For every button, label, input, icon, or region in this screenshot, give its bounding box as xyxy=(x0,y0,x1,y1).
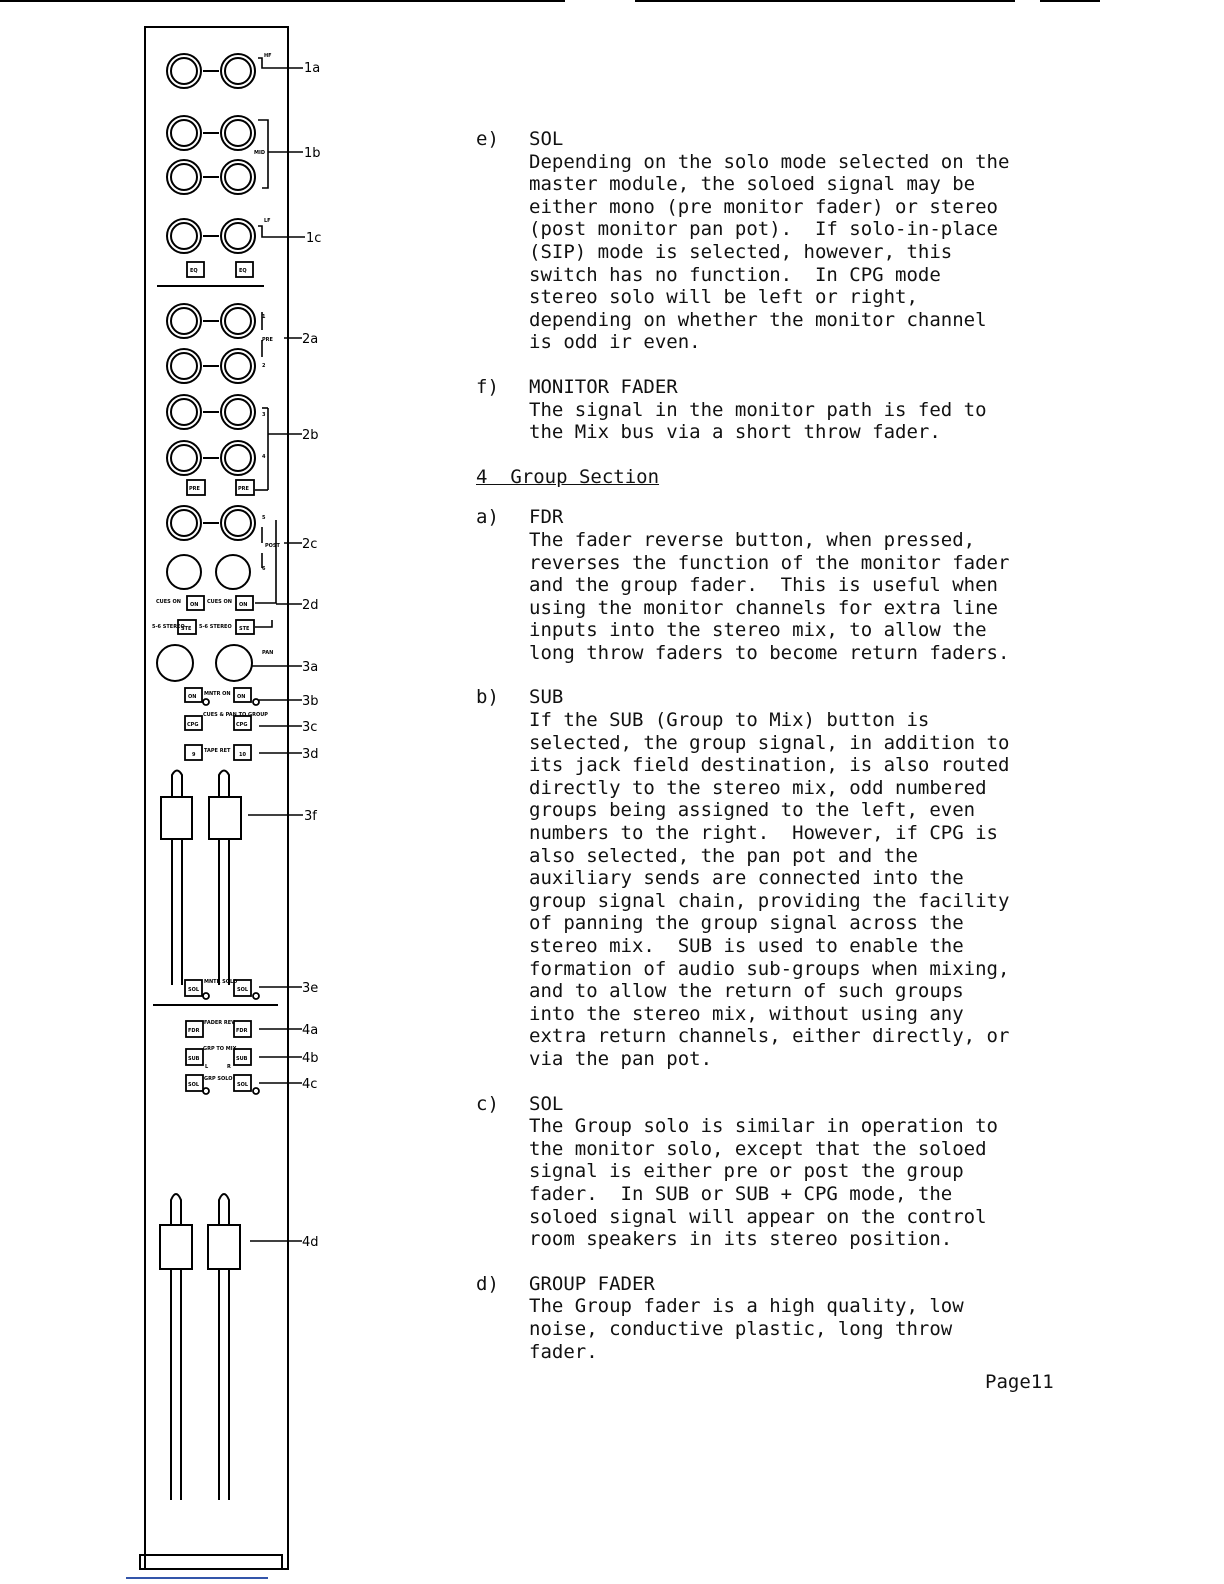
item-letter: c) xyxy=(476,1092,499,1115)
led-icon xyxy=(203,699,209,705)
knob-icon xyxy=(171,353,197,379)
knob-icon xyxy=(167,219,201,253)
knob-row-aux-2 xyxy=(167,349,255,383)
knob-icon xyxy=(221,54,255,88)
knob-icon xyxy=(225,399,251,425)
knob-icon xyxy=(167,116,201,150)
page-number: Page11 xyxy=(985,1371,1054,1393)
aux-number: 2 xyxy=(262,363,266,369)
knob-icon xyxy=(167,506,201,540)
item-body: The fader reverse button, when pressed, reverses the function of the monitor fader and the group fader. This is useful when using the monitor channels for extra line inputs into the stereo mix, to allow the long throw faders to become return faders. xyxy=(529,528,1010,664)
knob-icon xyxy=(167,395,201,429)
knob-icon xyxy=(167,555,201,589)
callout-label: 2b xyxy=(302,428,319,443)
module-strip-diagram xyxy=(0,0,360,1584)
panel-label-mid: MID xyxy=(254,150,265,156)
on-button-label: ON xyxy=(188,694,197,700)
knob-icon xyxy=(221,219,255,253)
section-heading: 4 Group Section xyxy=(476,465,660,488)
sol-button-label: SOL xyxy=(188,1082,200,1088)
knob-icon xyxy=(225,510,251,536)
callout-label: 1c xyxy=(306,231,322,246)
callout-label: 4b xyxy=(302,1051,319,1066)
item-title: SOL xyxy=(529,128,564,150)
knob-icon xyxy=(171,164,197,190)
item-b-sub xyxy=(476,686,1116,1070)
panel-label-tape-ret: TAPE RET xyxy=(204,748,231,754)
sol-button-label: SOL xyxy=(188,987,200,993)
aux-number: 6 xyxy=(262,566,266,572)
knob-icon xyxy=(167,304,201,338)
item-body: If the SUB (Group to Mix) button is selected, the group signal, in addition to its jack field destination, is also routed directly to the stereo mix, odd numbered groups being assigned to the left, even numbers to the right. However, if CPG is also selected, the pan pot and the auxiliary sends are connected into the group signal chain, providing the facility of panning the group signal across the stereo mix. SUB is used to enable the formation of audio sub-groups when mixing, and to allow the return of such groups into the stereo mix, without using any extra return channels, either directly, or via the pan pot. xyxy=(529,709,1010,1070)
pan-knob-icon xyxy=(157,645,193,681)
knob-icon xyxy=(171,510,197,536)
fader-cap xyxy=(209,797,241,839)
callout-label: 3c xyxy=(302,720,318,735)
item-c-sol xyxy=(476,1093,1116,1251)
sub-button-label: SUB xyxy=(236,1056,248,1062)
callout-label: 4d xyxy=(302,1235,319,1250)
knob-icon xyxy=(221,116,255,150)
knob-icon xyxy=(225,308,251,334)
led-icon xyxy=(203,1088,209,1094)
knob-icon xyxy=(171,399,197,425)
knob-icon xyxy=(171,223,197,249)
panel-label-cues-on: CUES ON xyxy=(207,599,232,605)
knob-row-aux-4 xyxy=(167,441,255,475)
panel-label-mntr-solo: MNTR SOLO xyxy=(204,979,238,985)
knob-icon xyxy=(221,506,255,540)
item-body: The Group solo is similar in operation to the monitor solo, except that the soloed signal is either pre or post the group fader. In SUB or SUB + CPG mode, the soloed signal will appear on the control room speakers in its stereo position. xyxy=(529,1115,998,1251)
knob-row-lf xyxy=(167,219,255,253)
on-button-label: ON xyxy=(237,694,246,700)
callout-label: 4c xyxy=(302,1077,318,1092)
callout-label: 3d xyxy=(302,747,319,762)
fader-cap xyxy=(161,797,192,839)
knob-icon xyxy=(167,54,201,88)
knob-icon xyxy=(216,555,250,589)
led-icon xyxy=(253,1088,259,1094)
top-rule xyxy=(635,0,1015,2)
ste-button-label: STE xyxy=(181,626,192,632)
panel-label-cues-on: CUES ON xyxy=(156,599,181,605)
knob-row-aux-5 xyxy=(167,506,255,540)
callout-label: 1a xyxy=(304,61,321,76)
callout-label: 2a xyxy=(302,332,319,347)
knob-row-aux-3 xyxy=(167,395,255,429)
panel-label-mntr-on: MNTR ON xyxy=(204,691,231,697)
cpg-button-label: CPG xyxy=(236,722,248,728)
panel-label-pan: PAN xyxy=(262,650,274,656)
item-e-sol xyxy=(476,128,1116,354)
panel-label-grp-solo: GRP SOLO xyxy=(204,1076,233,1082)
fader-cap xyxy=(160,1225,192,1269)
led-icon xyxy=(203,993,209,999)
knob-icon xyxy=(167,160,201,194)
aux-number: 4 xyxy=(262,454,266,460)
item-f-monitor-fader xyxy=(476,376,1116,444)
aux-number: 5 xyxy=(262,515,266,521)
item-d-group-fader xyxy=(476,1273,1116,1363)
knob-icon xyxy=(225,120,251,146)
item-a-fdr xyxy=(476,506,1116,664)
description-text xyxy=(476,128,1116,1385)
fdr-button-label: FDR xyxy=(236,1028,248,1034)
item-letter: b) xyxy=(476,686,499,709)
knob-row-mid-1 xyxy=(167,116,255,150)
knob-row-aux-1 xyxy=(167,304,255,338)
panel-label-hf: HF xyxy=(264,53,272,59)
tape-ret-button-label: 10 xyxy=(239,752,246,758)
item-title: GROUP FADER xyxy=(529,1272,655,1295)
item-letter: f) xyxy=(476,375,499,398)
knob-icon xyxy=(171,120,197,146)
knob-icon xyxy=(225,164,251,190)
item-body: Depending on the solo mode selected on the master module, the soloed signal may be either mono (pre monitor fader) or stereo (post monitor pan pot). If solo-in-place (SIP) mode is selected, however, this switch has no function. In CPG mode stereo solo will be left or right, depending on whether the monitor channel is odd ir even. xyxy=(529,150,1010,354)
item-body: The signal in the monitor path is fed to the Mix bus via a short throw fader. xyxy=(529,398,987,444)
knob-icon xyxy=(167,349,201,383)
knob-icon xyxy=(167,441,201,475)
pre-button-label: PRE xyxy=(238,486,249,492)
eq-button-label: EQ xyxy=(239,268,247,274)
knob-icon xyxy=(221,395,255,429)
callout-label: 3e xyxy=(302,981,319,996)
knob-icon xyxy=(225,445,251,471)
fader-cap xyxy=(208,1225,240,1269)
led-icon xyxy=(253,993,259,999)
sol-button-label: SOL xyxy=(237,987,249,993)
sub-button-label: SUB xyxy=(188,1056,200,1062)
led-icon xyxy=(253,699,259,705)
panel-label-fader-rev: FADER REV xyxy=(204,1020,236,1026)
aux-number: 1 xyxy=(262,314,266,320)
item-title: MONITOR FADER xyxy=(529,375,678,398)
sol-button-label: SOL xyxy=(237,1082,249,1088)
module-panel-outline xyxy=(140,1555,282,1569)
ste-button-label: STE xyxy=(239,626,250,632)
callout-label: 3b xyxy=(302,694,319,709)
knob-icon xyxy=(171,58,197,84)
knob-icon xyxy=(221,441,255,475)
knob-icon xyxy=(225,58,251,84)
item-body: The Group fader is a high quality, low noise, conductive plastic, long throw fader. xyxy=(529,1295,964,1363)
item-letter: e) xyxy=(476,128,499,150)
aux-number: 3 xyxy=(262,412,266,418)
knob-icon xyxy=(221,304,255,338)
callout-label: 2d xyxy=(302,598,319,613)
eq-button-label: EQ xyxy=(190,268,198,274)
on-button-label: ON xyxy=(190,602,199,608)
panel-label-stereo: 5-6 STEREO xyxy=(199,624,232,630)
pan-knob-icon xyxy=(216,645,252,681)
panel-label-cues-pan-group: CUES & PAN TO GROUP xyxy=(203,712,268,718)
callout-label: 3f xyxy=(304,809,317,824)
on-button-label: ON xyxy=(239,602,248,608)
item-letter: d) xyxy=(476,1272,499,1295)
panel-label-right: R xyxy=(227,1064,231,1070)
tape-ret-button-label: 9 xyxy=(192,752,196,758)
pre-button-label: PRE xyxy=(189,486,200,492)
panel-label-left: L xyxy=(205,1064,209,1070)
knob-icon xyxy=(221,349,255,383)
panel-label-post: POST xyxy=(265,543,280,549)
panel-label-lf: LF xyxy=(264,218,271,224)
knob-icon xyxy=(221,160,255,194)
knob-icon xyxy=(225,353,251,379)
panel-label-pre: PRE xyxy=(262,337,273,343)
callout-label: 3a xyxy=(302,660,319,675)
panel-label-grp-to-mix: GRP TO MIX xyxy=(203,1046,237,1052)
callout-label: 1b xyxy=(304,146,321,161)
panel-label-stereo: 5-6 STEREO xyxy=(152,624,185,630)
top-rule xyxy=(1040,0,1100,2)
knob-icon xyxy=(171,308,197,334)
callout-label: 2c xyxy=(302,537,318,552)
knob-row-hf xyxy=(167,54,255,88)
item-title: SOL xyxy=(529,1092,564,1115)
item-title: SUB xyxy=(529,686,564,709)
item-letter: a) xyxy=(476,506,499,529)
item-title: FDR xyxy=(529,506,564,529)
knob-row-mid-2 xyxy=(167,160,255,194)
knob-icon xyxy=(171,445,197,471)
cpg-button-label: CPG xyxy=(187,722,199,728)
bottom-rule xyxy=(126,1577,268,1579)
knob-icon xyxy=(225,223,251,249)
callout-label: 4a xyxy=(302,1023,319,1038)
knob-row-pan xyxy=(157,645,252,681)
fdr-button-label: FDR xyxy=(188,1028,200,1034)
knob-row-aux-6 xyxy=(167,555,250,589)
